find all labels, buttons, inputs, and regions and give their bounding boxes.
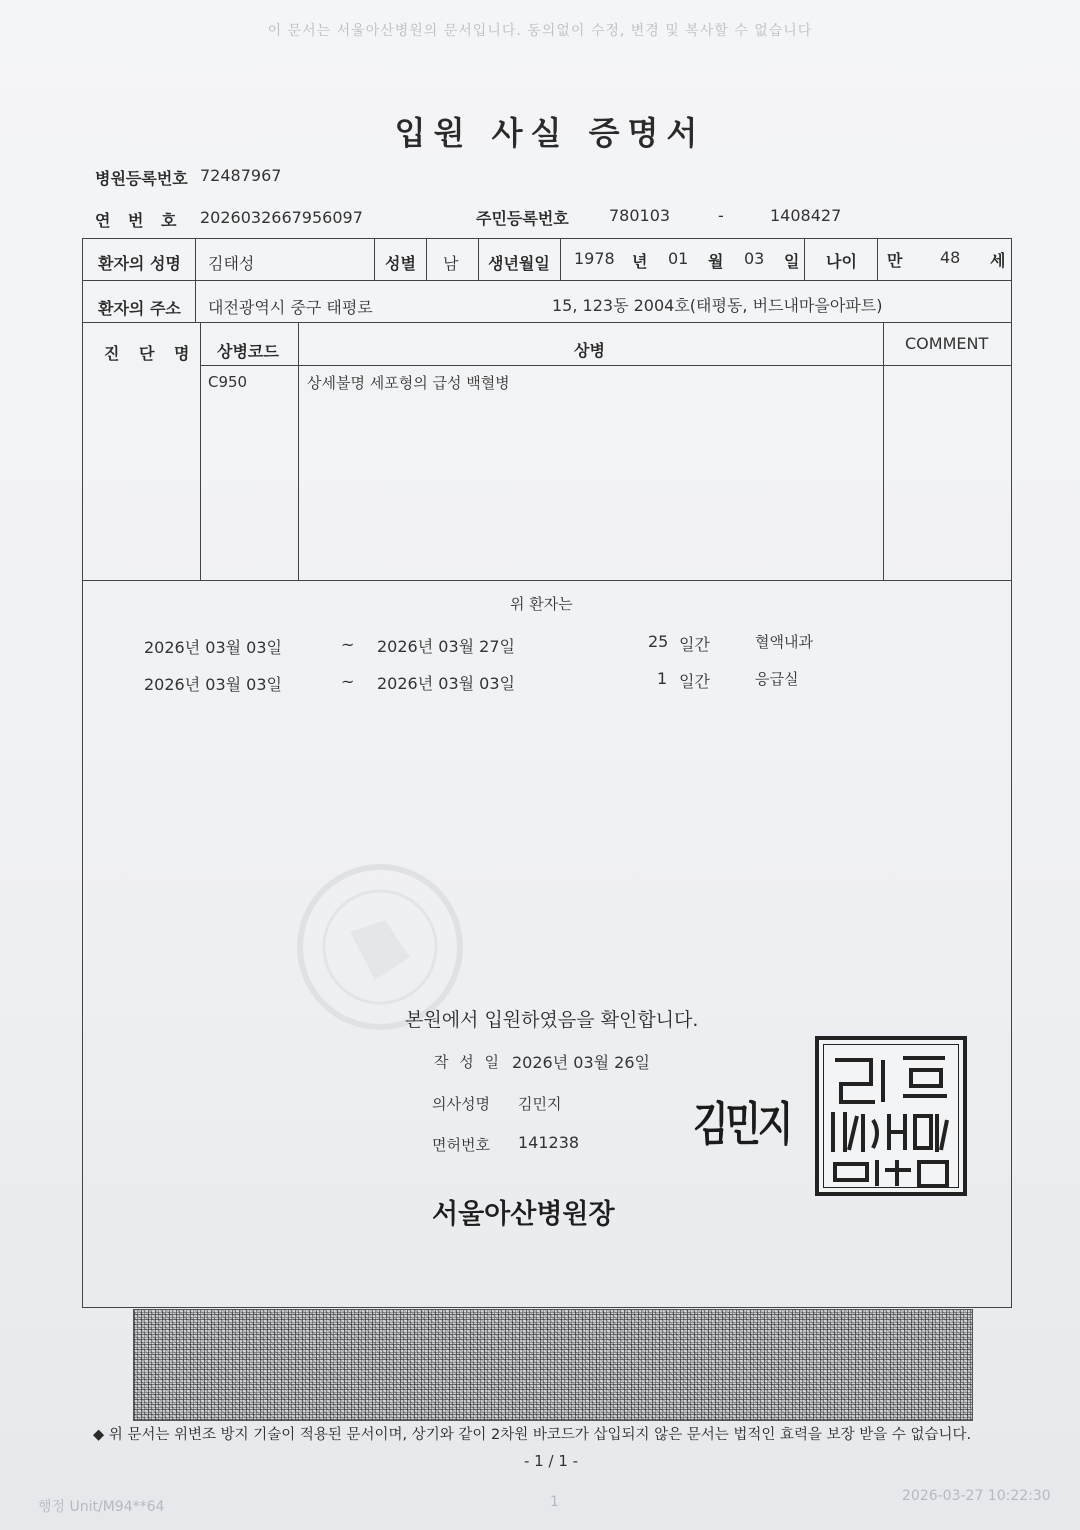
seal-glyphs xyxy=(819,1040,963,1192)
col-divider xyxy=(200,322,201,580)
serial-number-value: 2026032667956097 xyxy=(200,208,363,227)
rrn-label: 주민등록번호 xyxy=(476,209,569,228)
stay-tilde-2: ~ xyxy=(341,672,355,691)
row-divider xyxy=(82,280,1012,281)
stay-end-1: 2026년 03월 27일 xyxy=(377,637,515,656)
issue-date-value: 2026년 03월 26일 xyxy=(512,1053,650,1072)
stay-days-1: 25 xyxy=(648,632,669,651)
doctor-name-value: 김민지 xyxy=(518,1095,562,1113)
hospital-director: 서울아산병원장 xyxy=(432,1199,615,1230)
col-divider xyxy=(478,238,479,280)
dob-month: 01 xyxy=(668,249,689,268)
col-divider xyxy=(877,238,878,280)
stay-start-1: 2026년 03월 03일 xyxy=(144,638,282,657)
security-barcode xyxy=(133,1309,973,1421)
stay-days-2: 1 xyxy=(657,669,668,688)
rrn-dash: - xyxy=(718,206,724,225)
row-divider xyxy=(200,365,1012,366)
stay-end-2: 2026년 03월 03일 xyxy=(377,674,515,693)
dob-label: 생년월일 xyxy=(488,254,550,273)
stay-start-2: 2026년 03월 03일 xyxy=(144,675,282,694)
dob-year: 1978 xyxy=(574,249,615,268)
col-divider xyxy=(374,238,375,280)
license-value: 141238 xyxy=(518,1133,580,1152)
top-notice: 이 문서는 서울아산병원의 문서입니다. 동의없이 수정, 변경 및 복사할 수 없습니다 xyxy=(267,23,813,39)
age-unit: 세 xyxy=(990,251,1006,270)
reg-number-value: 72487967 xyxy=(200,166,282,185)
stay-tilde-1: ~ xyxy=(341,635,355,654)
col-divider xyxy=(298,322,299,580)
dob-year-unit: 년 xyxy=(632,252,648,271)
stay-dept-1: 혈액내과 xyxy=(755,633,813,651)
row-divider xyxy=(82,322,1012,323)
dob-month-unit: 월 xyxy=(708,252,724,271)
stay-days-unit-1: 일간 xyxy=(679,635,710,654)
stay-intro: 위 환자는 xyxy=(510,595,573,613)
diagnosis-name: 상세불명 세포형의 급성 백혈병 xyxy=(307,374,510,392)
unit-code: 행정 Unit/M94**64 xyxy=(38,1499,165,1515)
comment-header: COMMENT xyxy=(905,334,989,353)
sex-value: 남 xyxy=(443,254,459,273)
license-label: 면허번호 xyxy=(432,1136,490,1154)
stay-dept-2: 응급실 xyxy=(755,670,799,688)
diagnosis-label: 진 단 명 xyxy=(104,344,197,363)
document-title: 입원 사실 증명서 xyxy=(394,114,706,152)
address-label: 환자의 주소 xyxy=(98,299,181,318)
col-divider xyxy=(426,238,427,280)
age-prefix: 만 xyxy=(887,251,903,270)
col-divider xyxy=(883,322,884,580)
age-label: 나이 xyxy=(826,252,857,271)
row-divider xyxy=(82,580,1012,581)
diagnosis-code: C950 xyxy=(208,373,248,391)
official-seal xyxy=(815,1036,967,1196)
dob-day: 03 xyxy=(744,249,765,268)
rrn-back: 1408427 xyxy=(770,206,842,225)
col-divider xyxy=(195,238,196,322)
disease-header: 상병 xyxy=(574,341,605,360)
code-header: 상병코드 xyxy=(217,342,279,361)
rrn-front: 780103 xyxy=(609,206,671,225)
page-number: 1 xyxy=(550,1494,559,1510)
col-divider xyxy=(560,238,561,280)
sex-label: 성별 xyxy=(385,254,416,273)
footer-notice: ◆ 위 문서는 위변조 방지 기술이 적용된 문서이며, 상기와 같이 2차원 바코드가 삽입되지 않은 문서는 법적인 효력을 보장 받을 수 없습니다. xyxy=(93,1427,972,1443)
address-detail: 15, 123동 2004호(태평동, 버드내마을아파트) xyxy=(552,296,883,315)
print-timestamp: 2026-03-27 10:22:30 xyxy=(902,1488,1051,1504)
confirm-statement: 본원에서 입원하였음을 확인합니다. xyxy=(405,1009,699,1031)
patient-name-label: 환자의 성명 xyxy=(98,254,181,273)
serial-number-label: 연 번 호 xyxy=(95,211,183,230)
age-value: 48 xyxy=(940,248,961,267)
reg-number-label: 병원등록번호 xyxy=(95,169,188,188)
page-indicator: - 1 / 1 - xyxy=(524,1452,579,1470)
patient-name-value: 김태성 xyxy=(208,254,255,273)
doctor-signature: 김민지 xyxy=(693,1097,791,1151)
dob-day-unit: 일 xyxy=(784,252,800,271)
doctor-name-label: 의사성명 xyxy=(432,1095,490,1113)
col-divider xyxy=(804,238,805,280)
issue-date-label: 작 성 일 xyxy=(434,1053,503,1071)
address-street: 대전광역시 중구 태평로 xyxy=(208,298,373,317)
stay-days-unit-2: 일간 xyxy=(679,672,710,691)
